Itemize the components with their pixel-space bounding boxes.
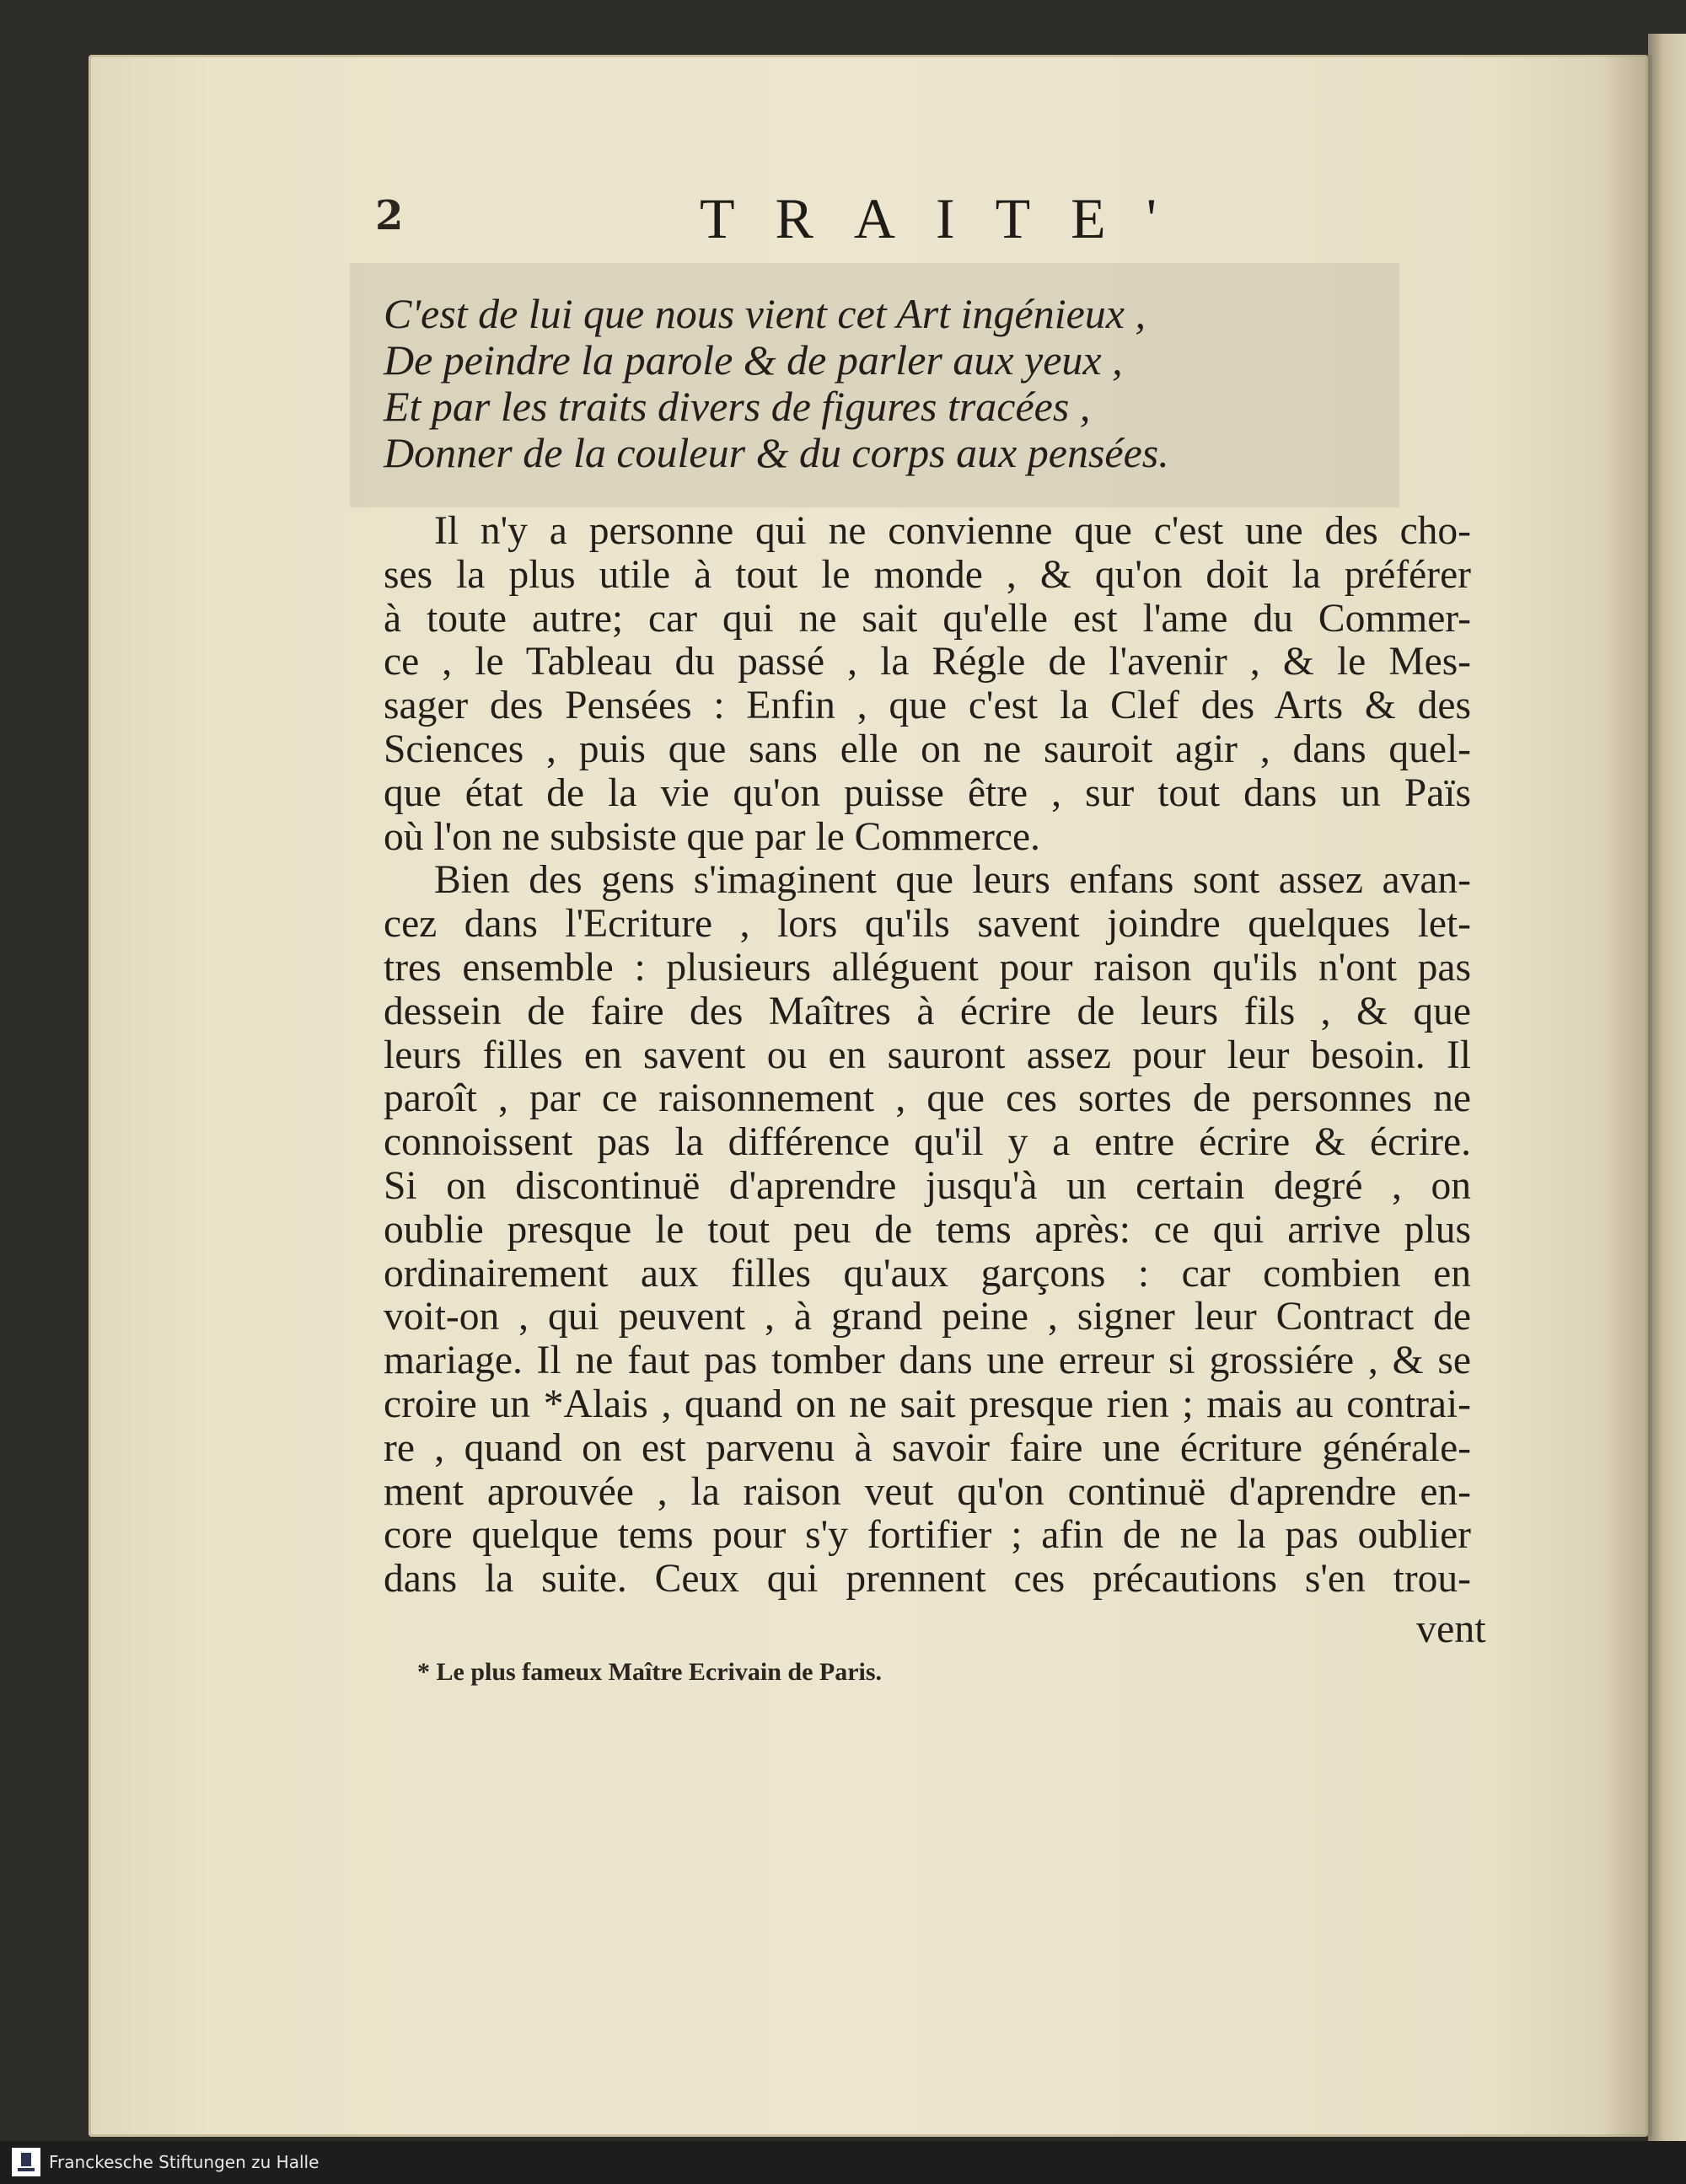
text-line: leurs filles en savent ou en sauront assez pour leur besoin. Il: [384, 1033, 1471, 1077]
body-text: [384, 510, 1471, 1602]
text-line: connoissent pas la différence qu'il y a entre écrire & écrire.: [384, 1120, 1471, 1165]
text-line: ses la plus utile à tout le monde , & qu'on doit la préférer: [384, 552, 1471, 597]
text-line: mariage. Il ne faut pas tomber dans une erreur si grossiére , & se: [384, 1339, 1471, 1383]
text-line: dans la suite. Ceux qui prennent ces précautions s'en trou-: [384, 1557, 1471, 1602]
text-line: core quelque tems pour s'y fortifier ; afin de ne la pas oublier: [384, 1513, 1471, 1558]
text-line: que état de la vie qu'on puisse être , sur tout dans un Païs: [384, 770, 1471, 815]
text-line: voit-on , qui peuvent , à grand peine , signer leur Contract de: [384, 1295, 1471, 1339]
text-line: oublie presque le tout peu de tems après: ce qui arrive plus: [384, 1207, 1471, 1252]
page-number: 2: [375, 192, 404, 239]
text-line: cez dans l'Ecriture , lors qu'ils savent joindre quelques let-: [384, 902, 1471, 947]
running-title: TRAITE': [700, 186, 1197, 250]
text-line: croire un *Alais , quand on ne sait presque rien ; mais au contrai-: [384, 1382, 1471, 1426]
text-line: à toute autre; car qui ne sait qu'elle est l'ame du Commer-: [384, 596, 1471, 641]
text-line: ordinairement aux filles qu'aux garçons : car combien en: [384, 1251, 1471, 1296]
archive-logo-icon: [12, 2148, 40, 2176]
text-line: re , quand on est parvenu à savoir faire une écriture générale-: [384, 1425, 1471, 1470]
text-line: Il n'y a personne qui ne convienne que c'est une des cho-: [434, 509, 1471, 553]
text-line: où l'on ne subsiste que par le Commerce.: [384, 814, 1040, 859]
verse-line: De peindre la parole & de parler aux yeux ,: [384, 336, 1123, 384]
text-line: Si on discontinuë d'aprendre jusqu'à un certain degré , on: [384, 1163, 1471, 1208]
archive-label: Franckesche Stiftungen zu Halle: [49, 2152, 319, 2172]
verse-line: C'est de lui que nous vient cet Art ingénieux ,: [384, 290, 1146, 337]
verse-line: Et par les traits divers de figures tracées ,: [384, 383, 1091, 430]
text-line: Bien des gens s'imaginent que leurs enfans sont assez avan-: [434, 858, 1471, 903]
text-line: tres ensemble : plusieurs alléguent pour raison qu'ils n'ont pas: [384, 945, 1471, 990]
text-line: sager des Pensées : Enfin , que c'est la Clef des Arts & des: [384, 684, 1471, 728]
text-line: paroît , par ce raisonnement , que ces sortes de personnes ne: [384, 1076, 1471, 1121]
verse-quotation: [384, 291, 1395, 476]
verse-line: Donner de la couleur & du corps aux pensées.: [384, 429, 1169, 476]
text-line: Sciences , puis que sans elle on ne sauroit agir , dans quel-: [384, 727, 1471, 771]
catchword: vent: [1416, 1607, 1486, 1651]
footnote: * Le plus fameux Maître Ecrivain de Paris.: [417, 1658, 883, 1686]
text-line: ment aprouvée , la raison veut qu'on continuë d'aprendre en-: [384, 1469, 1471, 1514]
page-gutter-shadow: [1602, 55, 1652, 2137]
text-line: dessein de faire des Maîtres à écrire de leurs fils , & que: [384, 989, 1471, 1033]
facing-page-edge: [1648, 34, 1686, 2141]
text-line: ce , le Tableau du passé , la Régle de l'avenir , & le Mes-: [384, 640, 1471, 684]
